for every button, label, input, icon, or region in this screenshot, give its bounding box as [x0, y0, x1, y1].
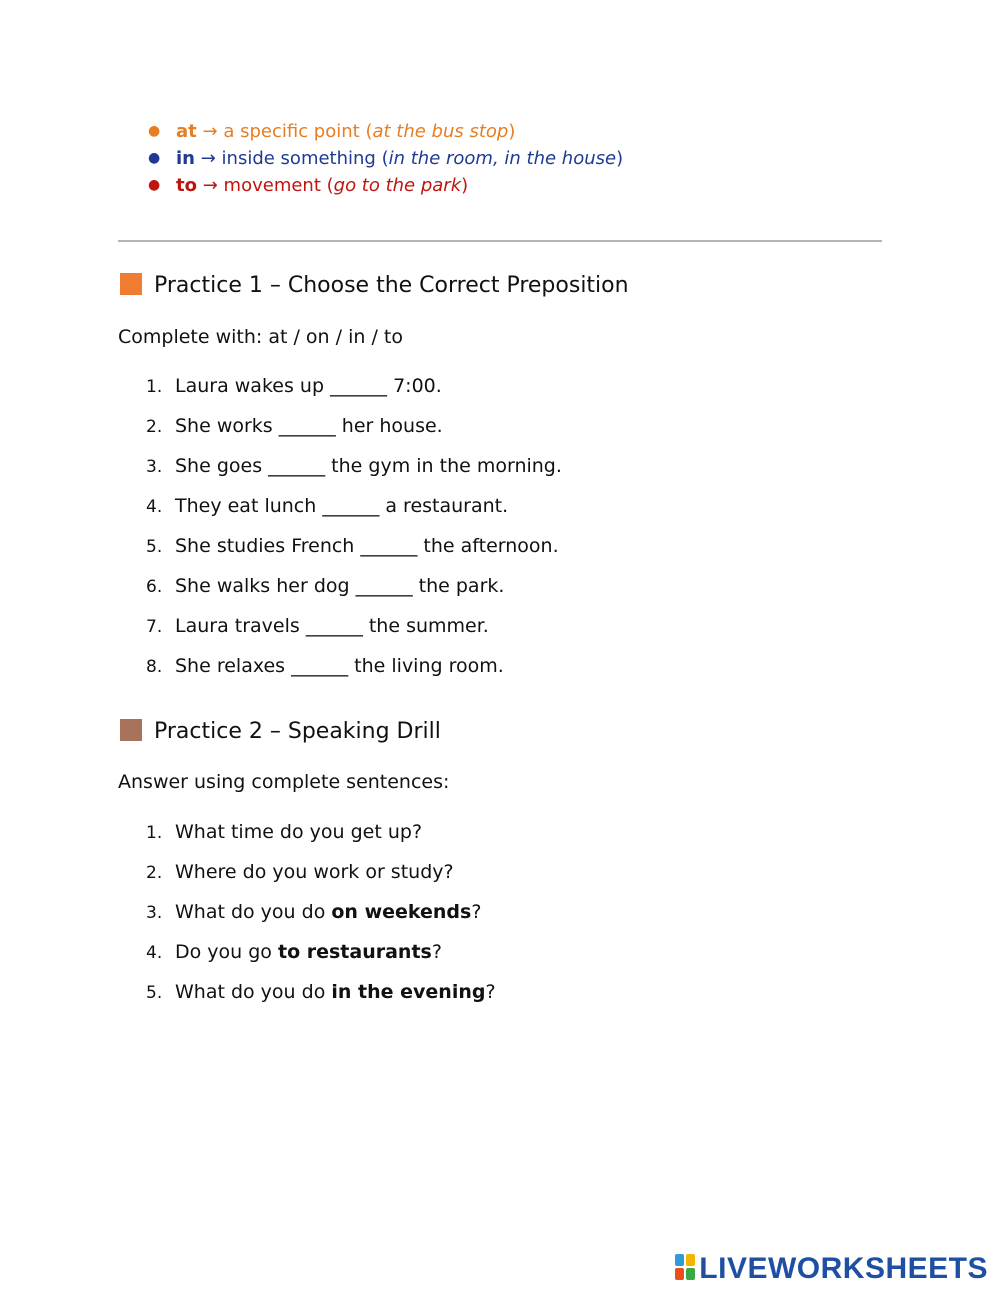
- item-text: Do you go: [175, 941, 278, 963]
- item-text: What do you do: [175, 981, 332, 1003]
- bullet-close: ): [616, 148, 624, 169]
- bullet-description: inside something (: [221, 148, 389, 169]
- item-number: 3.: [146, 457, 163, 477]
- practice2-title-text: Practice 2 – Speaking Drill: [154, 719, 441, 744]
- summary-bullet-at: [118, 118, 878, 145]
- item-number: 2.: [146, 417, 163, 437]
- bullet-keyword: at: [176, 121, 197, 142]
- preposition-summary-list: [118, 118, 878, 199]
- list-item: [118, 533, 878, 573]
- liveworksheets-logo[interactable]: [675, 1252, 988, 1284]
- item-text: They eat lunch ______ a restaurant.: [175, 495, 509, 517]
- item-number: 5.: [146, 983, 163, 1003]
- item-text-end: ?: [471, 901, 482, 923]
- item-text: Laura wakes up ______ 7:00.: [175, 375, 442, 397]
- liveworksheets-logo-text: LIVEWORKSHEETS: [699, 1252, 988, 1285]
- item-number: 4.: [146, 497, 163, 517]
- item-text: Where do you work or study?: [175, 861, 454, 883]
- brown-square-icon: [120, 719, 142, 741]
- list-item: [118, 413, 878, 453]
- bullet-dot-icon: ●: [148, 150, 161, 166]
- practice2-instruction: Answer using complete sentences:: [118, 771, 450, 793]
- list-item: [118, 653, 878, 693]
- item-text: Laura travels ______ the summer.: [175, 615, 489, 637]
- list-item: [118, 939, 878, 979]
- item-text: She walks her dog ______ the park.: [175, 575, 505, 597]
- item-number: 3.: [146, 903, 163, 923]
- item-number: 4.: [146, 943, 163, 963]
- item-number: 2.: [146, 863, 163, 883]
- item-bold-text: on weekends: [331, 901, 472, 923]
- bullet-keyword: in: [176, 148, 195, 169]
- item-text-end: ?: [485, 981, 496, 1003]
- liveworksheets-logo-icon: [675, 1254, 695, 1280]
- orange-square-icon: [120, 273, 142, 295]
- list-item: [118, 573, 878, 613]
- bullet-example: go to the park: [333, 175, 462, 196]
- item-number: 6.: [146, 577, 163, 597]
- bullet-description: a specific point (: [223, 121, 373, 142]
- horizontal-divider: [118, 240, 882, 242]
- bullet-arrow: →: [202, 121, 218, 142]
- bullet-dot-icon: ●: [148, 123, 161, 139]
- item-text: She studies French ______ the afternoon.: [175, 535, 559, 557]
- bullet-example: at the bus stop: [372, 121, 509, 142]
- bullet-close: ): [461, 175, 469, 196]
- item-text: What do you do: [175, 901, 332, 923]
- item-bold-text: to restaurants: [277, 941, 432, 963]
- list-item: [118, 819, 878, 859]
- item-text: What time do you get up?: [175, 821, 423, 843]
- item-text: She works ______ her house.: [175, 415, 443, 437]
- list-item: [118, 899, 878, 939]
- practice1-instruction: Complete with: at / on / in / to: [118, 326, 403, 348]
- summary-bullet-to: [118, 172, 878, 199]
- item-number: 1.: [146, 377, 163, 397]
- list-item: [118, 979, 878, 1019]
- practice2-list: [118, 819, 878, 1019]
- bullet-keyword: to: [176, 175, 197, 196]
- item-text-end: ?: [431, 941, 442, 963]
- item-number: 8.: [146, 657, 163, 677]
- item-number: 5.: [146, 537, 163, 557]
- practice2-title: [120, 717, 441, 747]
- summary-bullet-in: [118, 145, 878, 172]
- item-text: She goes ______ the gym in the morning.: [175, 455, 562, 477]
- list-item: [118, 859, 878, 899]
- item-number: 7.: [146, 617, 163, 637]
- practice1-list: [118, 373, 878, 693]
- bullet-description: movement (: [223, 175, 334, 196]
- bullet-dot-icon: ●: [148, 177, 161, 193]
- list-item: [118, 373, 878, 413]
- item-text: She relaxes ______ the living room.: [175, 655, 504, 677]
- list-item: [118, 613, 878, 653]
- bullet-arrow: →: [200, 148, 216, 169]
- list-item: [118, 493, 878, 533]
- bullet-close: ): [508, 121, 516, 142]
- item-number: 1.: [146, 823, 163, 843]
- list-item: [118, 453, 878, 493]
- bullet-example: in the room, in the house: [388, 148, 617, 169]
- bullet-arrow: →: [202, 175, 218, 196]
- practice1-title: [120, 271, 629, 301]
- item-bold-text: in the evening: [331, 981, 486, 1003]
- practice1-title-text: Practice 1 – Choose the Correct Preposition: [154, 273, 629, 298]
